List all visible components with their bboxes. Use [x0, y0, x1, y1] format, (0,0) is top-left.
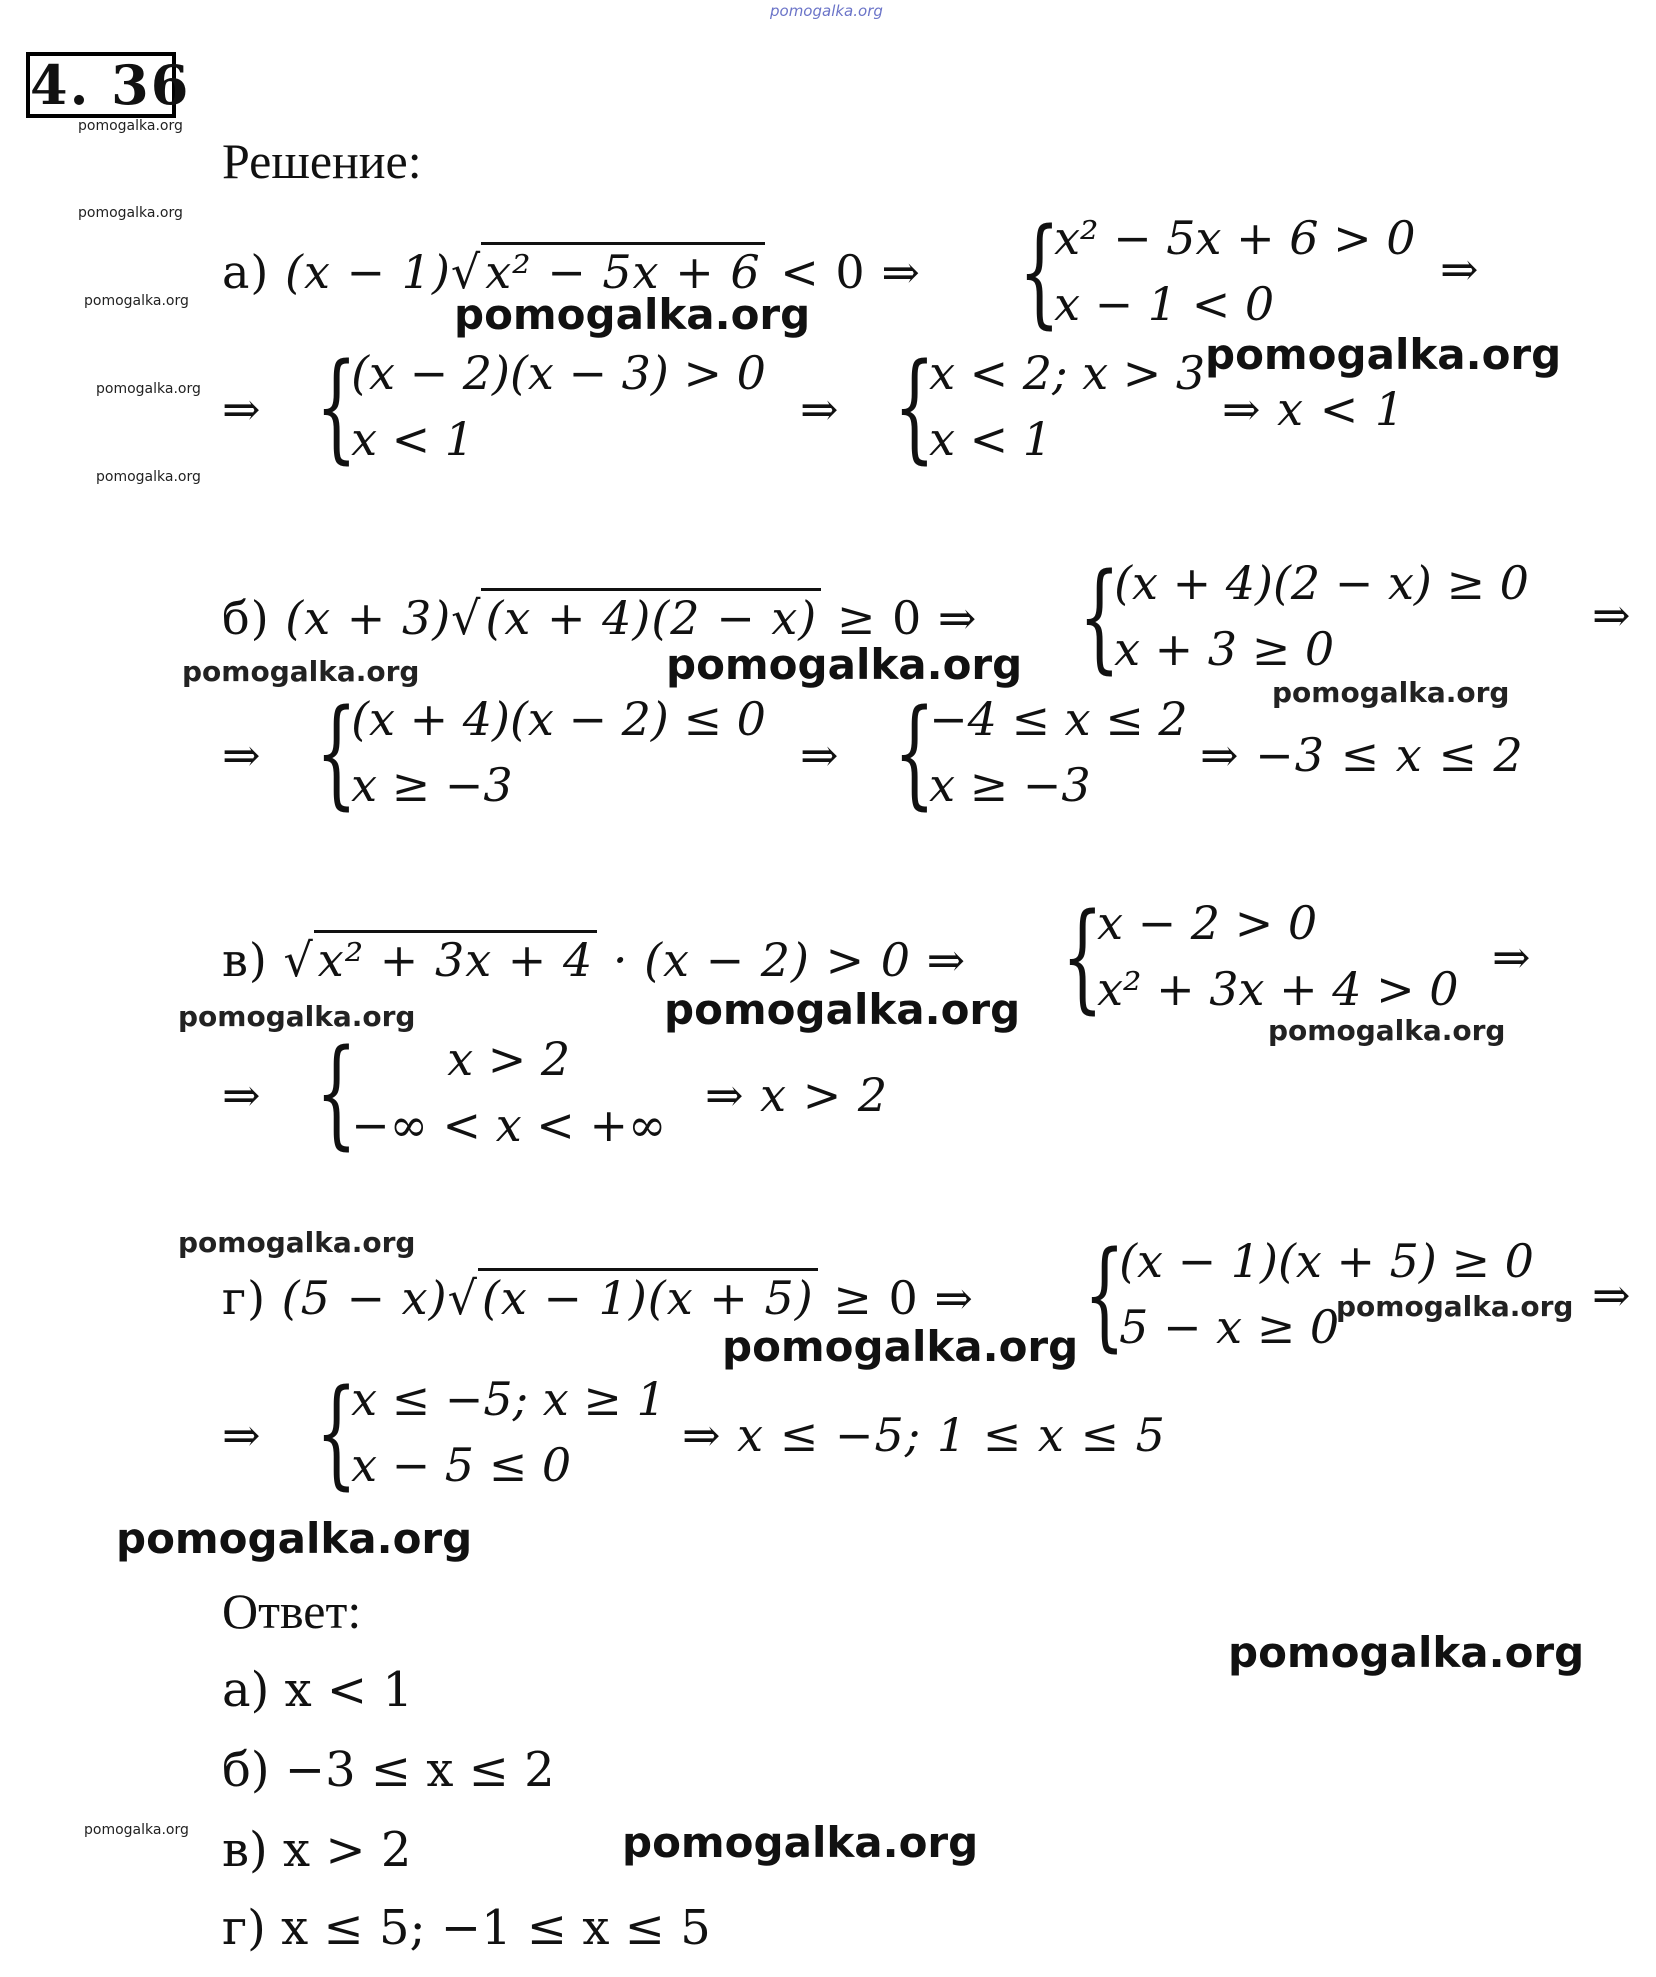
watermark-large: pomogalka.org [1228, 1628, 1585, 1677]
brace-icon: { [315, 1023, 358, 1161]
part-b-lhs-prefix: (x + 3) [285, 591, 452, 645]
part-d-equation [222, 1268, 974, 1325]
watermark-large: pomogalka.org [1205, 330, 1562, 379]
part-d-label: г) [222, 1271, 267, 1325]
part-d-sys2-row2: x − 5 ≤ 0 [351, 1438, 572, 1492]
part-b-sys3-row1: −4 ≤ x ≤ 2 [929, 692, 1188, 746]
brace-icon: { [893, 337, 936, 475]
part-a-result: ⇒ x < 1 [1222, 382, 1406, 436]
part-a-label: а) [222, 245, 270, 299]
solution-heading: Решение: [222, 133, 422, 189]
part-b-sys2-row2: x ≥ −3 [351, 758, 513, 812]
brace-icon: { [893, 683, 936, 821]
problem-number: 4. 36 [26, 52, 176, 118]
part-a-radicand: x² − 5x + 6 [485, 245, 761, 299]
part-a-sys1-row1: x² − 5x + 6 > 0 [1054, 211, 1416, 265]
part-b-arrow-3: ⇒ [800, 728, 840, 782]
part-c-radicand: x² + 3x + 4 [317, 933, 594, 987]
watermark: pomogalka.org [182, 655, 420, 688]
part-a-system-1 [985, 202, 1416, 340]
watermark-large: pomogalka.org [454, 290, 811, 339]
part-c-label: в) [222, 933, 268, 987]
part-b-lhs-suffix: ≥ 0 ⇒ [836, 591, 978, 645]
part-d-result: ⇒ x ≤ −5; 1 ≤ x ≤ 5 [682, 1408, 1166, 1462]
part-b-sys1-row2: x + 3 ≥ 0 [1114, 622, 1335, 676]
watermark: pomogalka.org [78, 118, 183, 134]
part-c-sys2-row1: x > 2 [447, 1032, 571, 1086]
brace-icon: { [1018, 202, 1061, 340]
part-b-equation [222, 588, 977, 645]
part-a-lhs-suffix: < 0 ⇒ [780, 245, 921, 299]
part-b-radicand: (x + 4)(2 − x) [485, 591, 818, 645]
part-c-system-2 [282, 1023, 667, 1161]
part-d-sys1-row1: (x − 1)(x + 5) ≥ 0 [1119, 1234, 1534, 1288]
answer-item-b: б) −3 ≤ x ≤ 2 [222, 1742, 555, 1798]
top-watermark: pomogalka.org [770, 2, 883, 20]
sqrt-sign: √ x² − 5x + 6 [451, 242, 765, 299]
answer-heading: Ответ: [222, 1583, 362, 1639]
watermark-large: pomogalka.org [664, 985, 1021, 1034]
watermark: pomogalka.org [1336, 1290, 1574, 1323]
part-d-arrow-1: ⇒ [1592, 1268, 1632, 1322]
part-c-equation [222, 930, 966, 987]
sqrt-sign: √ (x − 1)(x + 5) [448, 1268, 818, 1325]
part-c-arrow-1: ⇒ [1492, 930, 1532, 984]
brace-icon: { [1061, 887, 1104, 1025]
answer-item-a: а) x < 1 [222, 1662, 413, 1718]
watermark: pomogalka.org [78, 205, 183, 221]
part-d-lhs-suffix: ≥ 0 ⇒ [833, 1271, 974, 1325]
watermark: pomogalka.org [84, 293, 189, 309]
brace-icon: { [1078, 547, 1121, 685]
part-a-arrow-1: ⇒ [1440, 242, 1480, 296]
watermark: pomogalka.org [178, 1226, 416, 1259]
part-c-sys2-row2: −∞ < x < +∞ [351, 1098, 667, 1152]
part-a-sys2-row2: x < 1 [351, 412, 475, 466]
part-a-arrow-2: ⇒ [222, 382, 262, 436]
part-d-arrow-2: ⇒ [222, 1408, 262, 1462]
part-b-label: б) [222, 591, 270, 645]
watermark: pomogalka.org [84, 1822, 189, 1838]
part-a-sys3-row2: x < 1 [929, 412, 1053, 466]
part-a-lhs-prefix: (x − 1) [285, 245, 451, 299]
brace-icon: { [315, 337, 358, 475]
answer-item-c: в) x > 2 [222, 1822, 412, 1878]
part-c-arrow-2: ⇒ [222, 1068, 262, 1122]
part-c-sys1-row1: x − 2 > 0 [1097, 896, 1318, 950]
answer-item-d: г) x ≤ 5; −1 ≤ x ≤ 5 [222, 1900, 711, 1956]
part-c-lhs-suffix: · (x − 2) > 0 ⇒ [612, 933, 967, 987]
sqrt-sign: √ (x + 4)(2 − x) [451, 588, 821, 645]
part-b-result: ⇒ −3 ≤ x ≤ 2 [1200, 728, 1524, 782]
part-b-system-2 [282, 683, 766, 821]
watermark: pomogalka.org [1272, 676, 1510, 709]
part-a-system-2 [282, 337, 766, 475]
part-d-radicand: (x − 1)(x + 5) [481, 1271, 814, 1325]
watermark-large: pomogalka.org [666, 640, 1023, 689]
part-a-sys3-row1: x < 2; x > 3 [929, 346, 1206, 400]
part-b-sys3-row2: x ≥ −3 [929, 758, 1091, 812]
brace-icon: { [315, 683, 358, 821]
watermark: pomogalka.org [96, 381, 201, 397]
brace-icon: { [1083, 1225, 1126, 1363]
part-c-system-1 [1028, 887, 1459, 1025]
part-d-lhs-prefix: (5 − x) [281, 1271, 448, 1325]
part-b-sys2-row1: (x + 4)(x − 2) ≤ 0 [351, 692, 766, 746]
part-b-arrow-1: ⇒ [1592, 588, 1632, 642]
brace-icon: { [315, 1363, 358, 1501]
watermark: pomogalka.org [1268, 1014, 1506, 1047]
sqrt-sign: √ x² + 3x + 4 [283, 930, 597, 987]
watermark-large: pomogalka.org [722, 1322, 1079, 1371]
part-a-sys2-row1: (x − 2)(x − 3) > 0 [351, 346, 766, 400]
part-c-result: ⇒ x > 2 [705, 1068, 889, 1122]
watermark: pomogalka.org [96, 469, 201, 485]
watermark-large: pomogalka.org [116, 1514, 473, 1563]
part-b-system-3 [860, 683, 1188, 821]
part-d-system-2 [282, 1363, 666, 1501]
watermark-large: pomogalka.org [622, 1818, 979, 1867]
part-b-arrow-2: ⇒ [222, 728, 262, 782]
part-d-sys1-row2: 5 − x ≥ 0 [1119, 1300, 1340, 1354]
part-a-arrow-3: ⇒ [800, 382, 840, 436]
part-c-sys1-row2: x² + 3x + 4 > 0 [1097, 962, 1459, 1016]
part-a-sys1-row2: x − 1 < 0 [1054, 277, 1275, 331]
part-a-system-3 [860, 337, 1206, 475]
watermark: pomogalka.org [178, 1000, 416, 1033]
part-b-sys1-row1: (x + 4)(2 − x) ≥ 0 [1114, 556, 1529, 610]
part-b-system-1 [1045, 547, 1529, 685]
part-d-sys2-row1: x ≤ −5; x ≥ 1 [351, 1372, 666, 1426]
